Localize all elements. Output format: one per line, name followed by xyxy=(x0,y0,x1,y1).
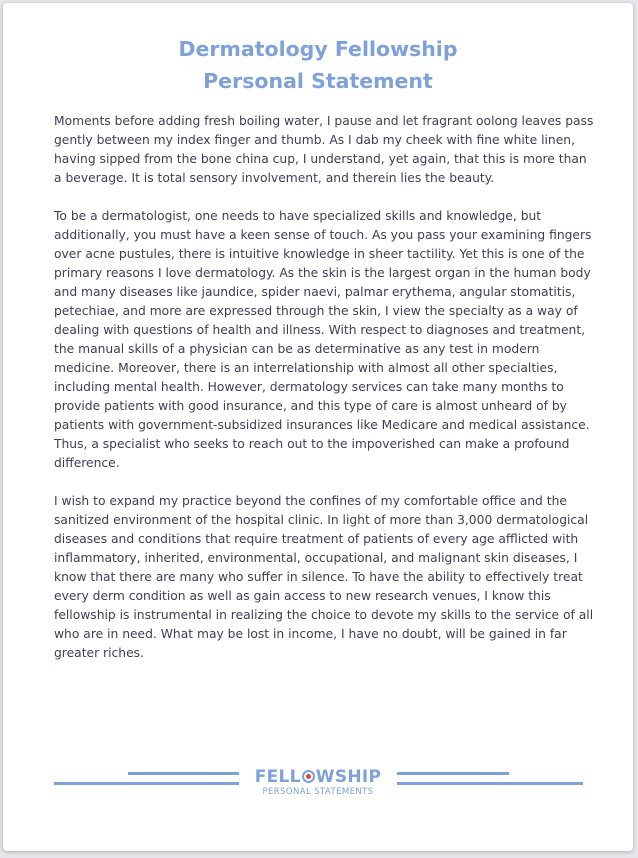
statement-body xyxy=(54,112,594,682)
page-title xyxy=(3,33,633,97)
target-o-icon xyxy=(302,770,315,783)
statement-page xyxy=(3,3,633,851)
fellowship-logo xyxy=(3,767,633,797)
logo-text-start: FELL xyxy=(254,767,301,787)
paragraph-1: Moments before adding fresh boiling water, I pause and let fragrant oolong leaves pass gently between my index finger and thumb. As I dab my cheek with fine white linen, having sipped from the bone china cup, I understand, yet again, that this is more than a beverage. It is total sensory involvement, and therein lies the beauty. xyxy=(54,114,594,185)
paragraph-3: I wish to expand my practice beyond the confines of my comfortable office and the sanitized environment of the hospital clinic. In light of more than 3,000 dermatological diseases and conditions that require treatment of patients of every age afflicted with inflammatory, inherited, environmental, occupational, and malignant skin diseases, I know that there are many who suffer in silence. To have the ability to effectively treat every derm condition as well as gain access to new research venues, I know this fellowship is instrumental in realizing the choice to devote my skills to the service of all who are in need. What may be lost in income, I have no doubt, will be gained in far greater riches. xyxy=(54,494,594,660)
title-line-2: Personal Statement xyxy=(203,69,433,93)
logo-wordmark xyxy=(3,767,633,787)
title-line-1: Dermatology Fellowship xyxy=(178,37,458,61)
paragraph-2: To be a dermatologist, one needs to have specialized skills and knowledge, but additionally, you must have a keen sense of touch. As you pass your examining fingers over acne pustules, there is intuitive knowledge in sheer tactility. Yet this is one of the primary reasons I love dermatology. As the skin is the largest organ in the human body and many diseases like jaundice, spider naevi, palmar erythema, angular stomatitis, petechiae, and more are expressed through the skin, I view the specialty as a way of dealing with questions of health and illness. With respect to diagnoses and treatment, the manual skills of a physician can be as determinative as any test in modern medicine. Moreover, there is an interrelationship with almost all other specialties, including mental health. However, dermatology services can take many months to provide patients with good insurance, and this type of care is almost unheard of by patients with government-subsidized insurances like Medicare and medical assistance. Thus, a specialist who seeks to reach out to the impoverished can make a profound difference. xyxy=(54,209,592,470)
logo-tagline: PERSONAL STATEMENTS xyxy=(262,787,374,797)
logo-text-end: WSHIP xyxy=(315,767,382,787)
